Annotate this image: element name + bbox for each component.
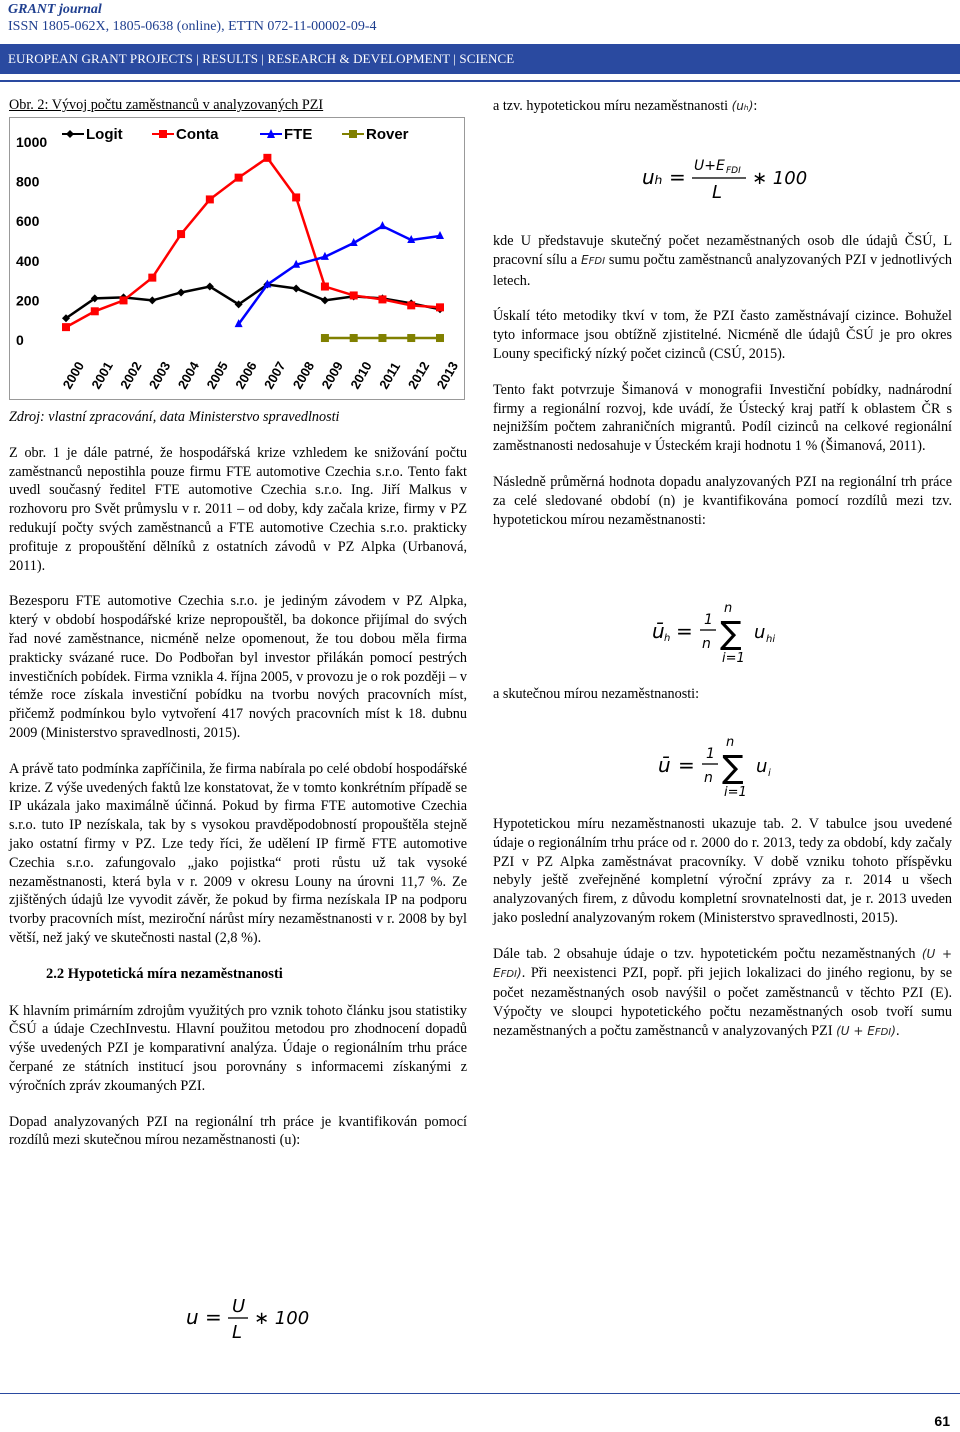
data-point bbox=[91, 307, 99, 315]
data-point bbox=[177, 288, 185, 296]
y-tick-label: 800 bbox=[16, 173, 40, 190]
svg-text:u =: u = bbox=[186, 1305, 222, 1329]
header-divider bbox=[0, 80, 960, 82]
data-point bbox=[235, 174, 243, 182]
svg-text:=: = bbox=[678, 753, 695, 777]
x-tick-label: 2007 bbox=[260, 358, 289, 392]
right-paragraph-1: kde U představuje skutečný počet nezaměstnaných osob dle údajů ČSÚ, L pracovní sílu a EFDI sumu počtu zaměstnanců analyzovaných PZI v jednotlivých letech. bbox=[493, 233, 953, 289]
legend-label: Rover bbox=[366, 126, 409, 143]
data-point bbox=[378, 295, 386, 303]
data-point bbox=[407, 334, 415, 342]
data-point bbox=[177, 230, 185, 238]
data-point bbox=[206, 195, 214, 203]
data-point bbox=[263, 154, 271, 162]
right-paragraph-7: Dále tab. 2 obsahuje údaje o tzv. hypotetickém počtu nezaměstnaných (U + EFDI). Při neexistenci PZI, popř. při jejich lokalizaci do jiného regionu, by se počet nezaměstnaných osob navýšil o počet zaměstnanců v těchto PZI (E). Výpočty ve sloupci hypotetického počtu nezaměstnaných osob tvoří sumu nezaměstnaných a počtu zaměstnanců v analyzovaných PZI (U + EFDI). bbox=[493, 945, 953, 1039]
svg-text:i: i bbox=[768, 768, 771, 779]
y-tick-label: 0 bbox=[16, 332, 24, 348]
right-paragraph-4: Následně průměrná hodnota dopadu analyzovaných PZI na regionální trh práce za celé sledované období (n) je kvantifikována pomocí rozdílů mezi tzv. hypotetickou mírou nezaměstnanosti: bbox=[493, 473, 952, 528]
formula-mean-hypothetical bbox=[650, 596, 810, 668]
employment-chart bbox=[9, 117, 465, 400]
formula-hypothetical-rate bbox=[640, 150, 810, 210]
svg-text:1: 1 bbox=[706, 746, 715, 762]
svg-text:∑: ∑ bbox=[722, 748, 744, 786]
x-tick-label: 2006 bbox=[232, 358, 260, 392]
figure-caption: Zdroj: vlastní zpracování, data Ministerstvo spravedlnosti bbox=[9, 409, 340, 425]
right-paragraph-3: Tento fakt potvrzuje Šimanová v monografii Investiční pobídky, nadnárodní firmy a regionální rozvoj, kde uvádí, že Ústecký kraj patří k oblastem ČR s nejnižším počtem zahraničních migrantů. Podíl cizinců na celkové regionální zaměstnanosti nedosahuje v Ústeckém kraji hodnotu 1 % (Šimanová, 2011). bbox=[493, 381, 952, 455]
figure-title: Obr. 2: Vývoj počtu zaměstnanců v analyzovaných PZI bbox=[9, 97, 324, 113]
right-column-3 bbox=[493, 815, 952, 1060]
svg-text:n: n bbox=[726, 735, 735, 750]
data-point bbox=[350, 334, 358, 342]
legend-label: Logit bbox=[86, 126, 123, 143]
svg-text:FDI: FDI bbox=[726, 166, 741, 176]
data-point bbox=[321, 334, 329, 342]
svg-text:L: L bbox=[232, 1322, 243, 1343]
x-tick-label: 2002 bbox=[117, 358, 145, 392]
data-point bbox=[148, 274, 156, 282]
x-tick-label: 2004 bbox=[174, 358, 203, 392]
legend-label: Conta bbox=[176, 126, 219, 143]
right-paragraph-5: a skutečnou mírou nezaměstnanosti: bbox=[493, 686, 700, 702]
data-point bbox=[292, 285, 300, 293]
legend-marker bbox=[66, 130, 74, 138]
left-paragraph-2: Bezesporu FTE automotive Czechia s.r.o. je jediným závodem v PZ Alpka, který v období hospodářské krize nepropouštěl, ba dokonce přijímal do svých řad nové zaměstnance, nicméně nelze opomenout, že tou dobou měla firma prakticky svázané ruce. Do Podbořan byl investor přilákán pomocí pestrých investičních pobídek. Firma vznikla 4. října 2005, v provozu je o rok později – v témže roce získala investiční pobídku na tvorbu nových pracovních míst, přičemž podmínkou bylo vytvoření 417 nových pracovních míst k 18. dubnu 2009 (Ministerstvo spravedlnosti, 2015). bbox=[9, 593, 467, 741]
data-point bbox=[378, 221, 386, 229]
data-point bbox=[407, 301, 415, 309]
svg-text:ū: ū bbox=[658, 753, 671, 777]
left-column bbox=[9, 408, 467, 1167]
page-number: 61 bbox=[934, 1413, 950, 1429]
legend-marker bbox=[159, 130, 167, 138]
svg-text:∑: ∑ bbox=[720, 614, 742, 652]
svg-text:u: u bbox=[754, 622, 766, 643]
svg-text:n: n bbox=[724, 601, 733, 616]
data-point bbox=[148, 296, 156, 304]
right-paragraph-6: Hypotetickou míru nezaměstnanosti ukazuje tab. 2. V tabulce jsou uvedené údaje o regionálním trhu práce od r. 2000 do r. 2013, tedy za období, kdy začaly PZI v PZ Alpka zaměstnávat pracovníky. V době vzniku tohoto příspěvku nebyly ještě zveřejněné kompletní výroční zprávy za r. 2014 u všech analyzovaných firem, z důvodu kompletní srovnatelnosti dat, je r. 2013 uveden jako poslední analyzovaným rokem (Ministerstvo spravedlnosti, 2015). bbox=[493, 816, 952, 926]
data-point bbox=[436, 231, 444, 239]
y-tick-label: 600 bbox=[16, 213, 40, 230]
header-banner: EUROPEAN GRANT PROJECTS | RESULTS | RESEARCH & DEVELOPMENT | SCIENCE bbox=[0, 44, 960, 74]
data-point bbox=[292, 193, 300, 201]
data-point bbox=[350, 291, 358, 299]
svg-text:uₕ =: uₕ = bbox=[642, 165, 686, 189]
svg-text:i=1: i=1 bbox=[724, 785, 747, 800]
u-plus-efdi-symbol: (U + EFDI) bbox=[493, 946, 953, 980]
svg-text:ū: ū bbox=[652, 619, 665, 643]
svg-text:n: n bbox=[702, 636, 711, 652]
right-paragraph-2: Úskalí této metodiky tkví v tom, že PZI často zaměstnávají cizince. Bohužel tyto informace jsou obtížně zjistitelné. Nicméně dle údajů ČSÚ je pro okres Louny specifický nízký počet cizinců (CSÚ, 2015). bbox=[493, 308, 952, 362]
x-tick-label: 2009 bbox=[318, 358, 346, 392]
svg-text:h: h bbox=[664, 633, 671, 644]
x-tick-label: 2005 bbox=[203, 358, 231, 392]
x-tick-label: 2012 bbox=[404, 358, 433, 392]
right-column bbox=[493, 232, 952, 546]
x-tick-label: 2013 bbox=[433, 358, 462, 392]
footer-divider bbox=[0, 1393, 960, 1394]
journal-issn: ISSN 1805-062X, 1805-0638 (online), ETTN 072-11-00002-09-4 bbox=[8, 19, 377, 34]
data-point bbox=[378, 334, 386, 342]
legend-marker bbox=[349, 130, 357, 138]
journal-brand: GRANT journal bbox=[8, 2, 102, 17]
x-tick-label: 2010 bbox=[347, 358, 375, 392]
left-paragraph-1: Z obr. 1 je dále patrné, že hospodářská krize vzhledem ke snižování počtu zaměstnanců nepostihla pouze firmu FTE automotive Czechia s.r.o. Tento fakt uvedl současný ředitel FTE automotive Czechia s.r.o. Ing. Jiří Malkus v rozhovoru pro Svět průmyslu v r. 2011 – od doby, kdy začala krize, firmy v PZ redukují počty svých zaměstnanců a FTE automotive Czechia s.r.o. prakticky profituje z propouštění dělníků z ostatních závodů v PZ Alpka (Urbanová, 2011). bbox=[9, 444, 467, 574]
data-point bbox=[321, 296, 329, 304]
data-point bbox=[436, 334, 444, 342]
formula-mean-actual bbox=[656, 730, 806, 802]
x-tick-label: 2008 bbox=[289, 358, 318, 392]
y-tick-label: 200 bbox=[16, 292, 40, 309]
data-point bbox=[120, 296, 128, 304]
right-column-2 bbox=[493, 685, 952, 721]
svg-text:L: L bbox=[712, 182, 723, 203]
data-point bbox=[62, 323, 70, 331]
svg-text:U: U bbox=[232, 1296, 246, 1317]
svg-text:=: = bbox=[676, 619, 693, 643]
y-tick-label: 400 bbox=[16, 252, 40, 269]
data-point bbox=[436, 303, 444, 311]
left-paragraph-5: Dopad analyzovaných PZI na regionální trh práce je kvantifikován pomocí rozdílů mezi skutečnou mírou nezaměstnanosti (u): bbox=[9, 1113, 467, 1149]
svg-text:hi: hi bbox=[766, 634, 776, 645]
svg-text:i=1: i=1 bbox=[722, 651, 745, 666]
data-point bbox=[321, 283, 329, 291]
x-tick-label: 2001 bbox=[88, 358, 116, 392]
chart-svg bbox=[10, 118, 464, 399]
x-tick-label: 2011 bbox=[376, 359, 404, 392]
svg-text:u: u bbox=[756, 756, 768, 777]
formula-actual-rate bbox=[184, 1290, 334, 1346]
efdi-symbol: EFDI bbox=[581, 252, 606, 267]
x-tick-label: 2000 bbox=[59, 358, 88, 392]
svg-text:n: n bbox=[704, 770, 713, 786]
svg-text:U+E: U+E bbox=[694, 158, 725, 174]
svg-text:1: 1 bbox=[704, 612, 713, 628]
right-intro: a tzv. hypotetickou míru nezaměstnanosti (uₕ): bbox=[493, 98, 758, 114]
right-paragraph-0: a tzv. hypotetickou míru nezaměstnanosti bbox=[493, 98, 729, 114]
u-plus-efdi-symbol-2: (U + EFDI) bbox=[836, 1023, 896, 1038]
left-paragraph-4: K hlavním primárním zdrojům využitých pro vznik tohoto článku jsou statistiky ČSÚ a údaje CzechInvestu. Hlavní použitou metodou pro zhodnocení dopadů výše uvedených PZI je komparativní analýza. Údaje o regionálním trhu práce čerpané ze státních institucí jsou porovnány s informacemi získanými z výročních zpráv zkoumaných PZI. bbox=[9, 1002, 467, 1094]
x-tick-label: 2003 bbox=[145, 358, 174, 392]
legend-label: FTE bbox=[284, 126, 313, 143]
svg-text:∗ 100: ∗ 100 bbox=[254, 1308, 310, 1329]
y-tick-label: 1000 bbox=[16, 134, 48, 150]
svg-text:∗ 100: ∗ 100 bbox=[752, 168, 808, 189]
uh-symbol: (uₕ) bbox=[731, 99, 754, 113]
left-paragraph-3: A právě tato podmínka zapříčinila, že firma nabírala po celé období hospodářské krize. Z výše uvedených faktů lze konstatovat, že v tomto konkrétním případě se IP ukázala jako maximálně účinná. Pokud by firma FTE automotive Czechia s.r.o. tuto IP nezískala, tak by s vysokou pravděpodobností propouštěla stejně jako ostatní firmy v PZ. Lze tedy říci, že udělení IP firmě FTE automotive Czechia s.r.o. zafungovalo „jako pojistka“ proti růstu už tak vysoké nezaměstnanosti, která byla v r. 2009 v okresu Louny na úrovni 11,7 %. Ze zjištěných údajů lze vyvodit závěr, že pokud by firma nezískala IP na podporu tvorby pracovních míst, meziroční nárůst míry nezaměstnanosti v r. 2008 by byl větší, než jaký ve skutečnosti nastal (2,8 %). bbox=[9, 760, 467, 946]
section-heading: 2.2 Hypotetická míra nezaměstnanosti bbox=[46, 965, 283, 982]
